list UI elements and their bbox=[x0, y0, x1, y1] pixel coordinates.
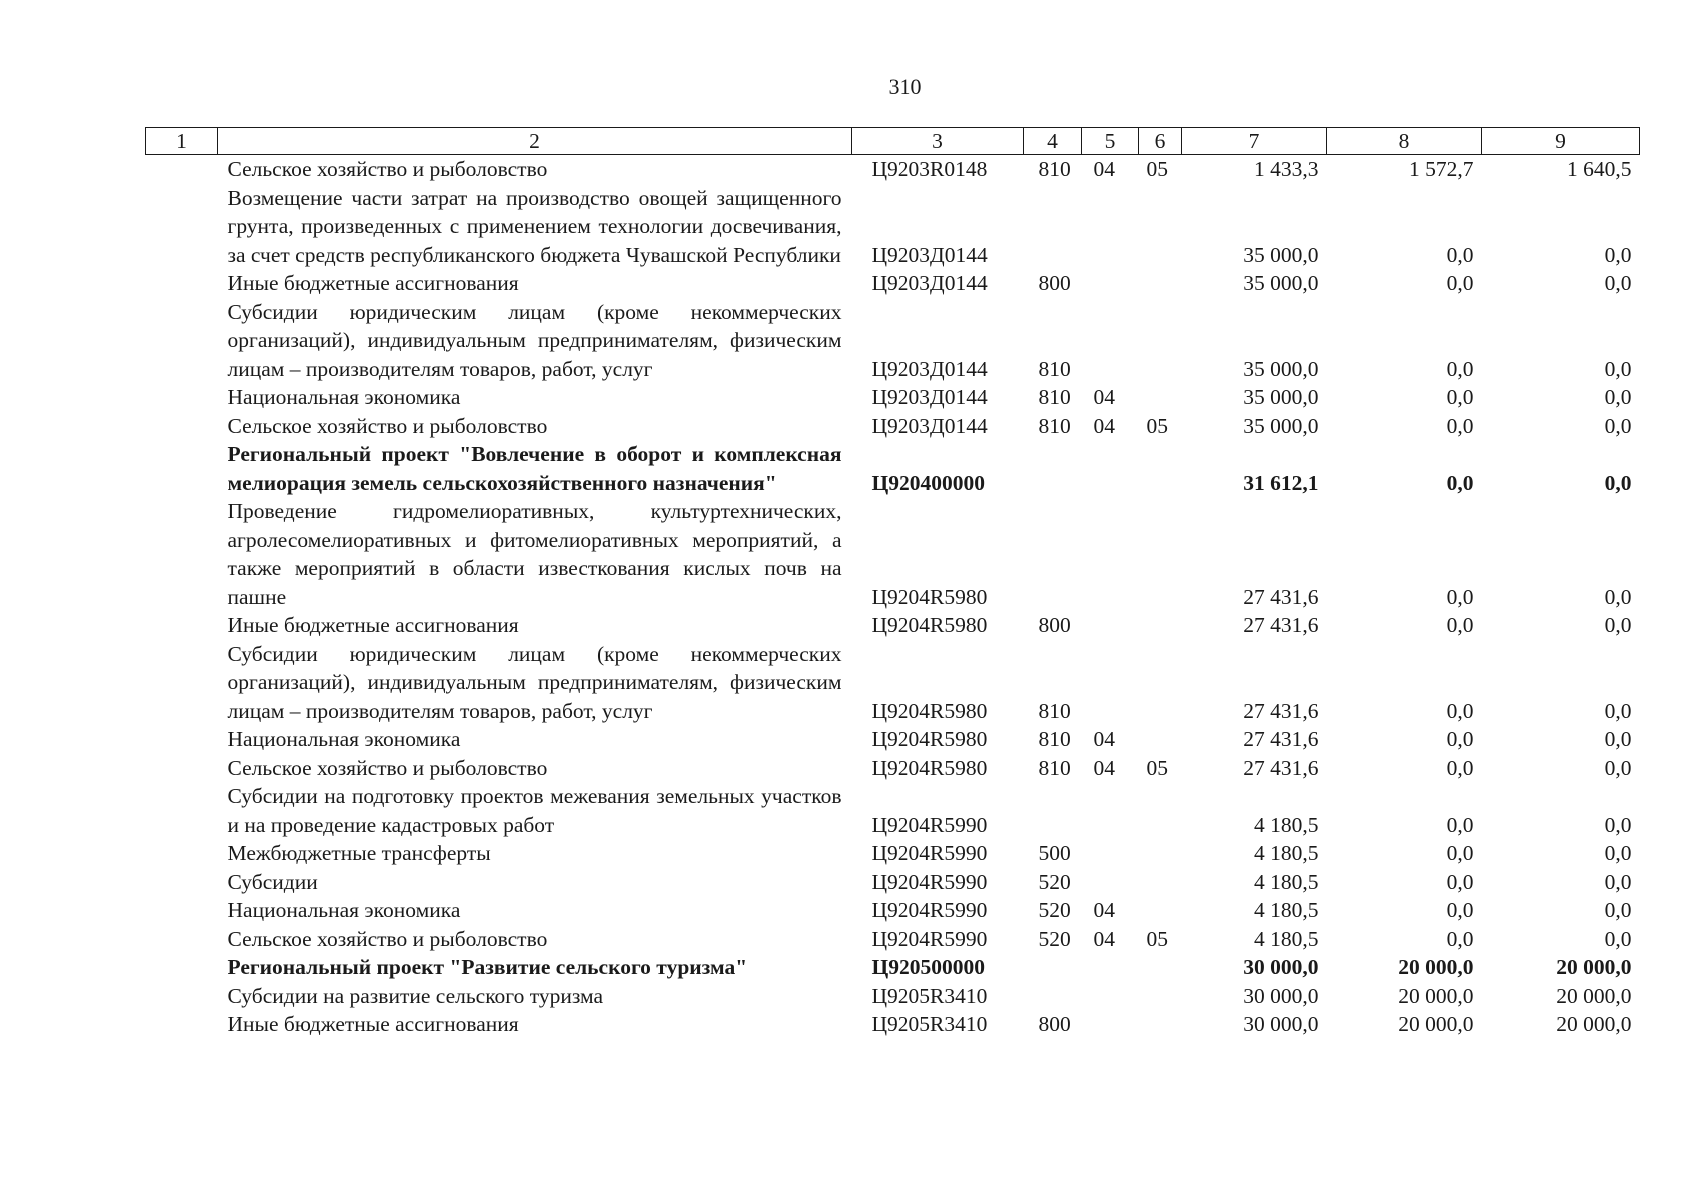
row-name: Национальная экономика bbox=[227, 727, 461, 751]
column-header: 4 bbox=[1024, 128, 1082, 155]
table-row bbox=[146, 982, 1640, 1011]
expense-type-code bbox=[1024, 982, 1082, 1011]
expense-type-code: 800 bbox=[1038, 613, 1071, 637]
table-row bbox=[146, 868, 1640, 897]
amount-column-8: 0,0 bbox=[1446, 413, 1474, 438]
section-code: 04 bbox=[1093, 157, 1115, 181]
row-number-cell bbox=[146, 640, 218, 726]
row-name: Иные бюджетные ассигнования bbox=[227, 271, 519, 295]
amount-column-9: 0,0 bbox=[1604, 727, 1632, 751]
target-article-code: Ц9204R5980 bbox=[871, 613, 988, 637]
row-number-cell bbox=[146, 440, 218, 497]
amount-column-9: 0,0 bbox=[1604, 755, 1632, 780]
amount-column-9: 0,0 bbox=[1604, 926, 1632, 951]
amount-column-7: 27 431,6 bbox=[1243, 698, 1319, 723]
section-code: 04 bbox=[1093, 385, 1115, 409]
row-number-cell bbox=[146, 383, 218, 412]
table-row bbox=[146, 839, 1640, 868]
amount-column-7: 4 180,5 bbox=[1254, 812, 1319, 837]
amount-column-7: 30 000,0 bbox=[1243, 1012, 1319, 1036]
row-number-cell bbox=[146, 269, 218, 298]
row-name: Субсидии на подготовку проектов межевания земельных участков и на проведение кадастровых работ bbox=[227, 784, 842, 837]
row-number-cell bbox=[146, 754, 218, 783]
expense-type-code: 810 bbox=[1038, 157, 1071, 181]
expense-type-code: 500 bbox=[1038, 841, 1071, 865]
row-name: Субсидии юридическим лицам (кроме некоммерческих организаций), индивидуальным предпринимателям, физическим лицам – производителям товаров, работ, услуг bbox=[227, 641, 842, 723]
subsection-code bbox=[1139, 611, 1182, 640]
target-article-code: Ц9204R5990 bbox=[871, 926, 988, 951]
amount-column-9: 20 000,0 bbox=[1556, 1012, 1632, 1036]
column-header: 6 bbox=[1139, 128, 1182, 155]
table-row bbox=[146, 269, 1640, 298]
subsection-code: 05 bbox=[1146, 413, 1168, 438]
table-row bbox=[146, 497, 1640, 611]
table-row bbox=[146, 298, 1640, 384]
expense-type-code: 810 bbox=[1038, 413, 1071, 438]
amount-column-7: 35 000,0 bbox=[1243, 413, 1319, 438]
amount-column-8: 1 572,7 bbox=[1409, 157, 1474, 181]
amount-column-8: 0,0 bbox=[1446, 869, 1474, 894]
section-code: 04 bbox=[1093, 727, 1115, 751]
amount-column-8: 0,0 bbox=[1446, 755, 1474, 780]
expense-type-code: 810 bbox=[1038, 727, 1071, 751]
column-header: 2 bbox=[218, 128, 852, 155]
section-code bbox=[1082, 839, 1139, 868]
amount-column-9: 0,0 bbox=[1604, 613, 1632, 637]
expense-type-code: 800 bbox=[1038, 1012, 1071, 1036]
subsection-code bbox=[1139, 269, 1182, 298]
table-row bbox=[146, 725, 1640, 754]
amount-column-8: 20 000,0 bbox=[1398, 983, 1474, 1008]
section-code: 04 bbox=[1093, 926, 1115, 951]
row-name: Региональный проект "Вовлечение в оборот и комплексная мелиорация земель сельскохозяйственного назначения" bbox=[227, 442, 842, 495]
amount-column-8: 0,0 bbox=[1446, 613, 1474, 637]
amount-column-9: 20 000,0 bbox=[1556, 983, 1632, 1008]
amount-column-7: 31 612,1 bbox=[1243, 470, 1319, 495]
budget-table bbox=[145, 127, 1640, 1039]
amount-column-7: 4 180,5 bbox=[1254, 898, 1319, 922]
amount-column-8: 0,0 bbox=[1446, 242, 1474, 267]
section-code bbox=[1082, 1010, 1139, 1039]
target-article-code: Ц9204R5980 bbox=[871, 584, 988, 609]
amount-column-9: 0,0 bbox=[1604, 841, 1632, 865]
target-article-code: Ц9204R5990 bbox=[871, 841, 988, 865]
amount-column-9: 0,0 bbox=[1604, 356, 1632, 381]
target-article-code: Ц9204R5980 bbox=[871, 755, 988, 780]
section-code bbox=[1082, 611, 1139, 640]
section-code bbox=[1082, 640, 1139, 726]
header-row bbox=[146, 128, 1640, 155]
row-name: Региональный проект "Развитие сельского туризма" bbox=[227, 955, 748, 979]
section-code bbox=[1082, 497, 1139, 611]
amount-column-9: 0,0 bbox=[1604, 271, 1632, 295]
amount-column-8: 0,0 bbox=[1446, 470, 1474, 495]
amount-column-9: 0,0 bbox=[1604, 413, 1632, 438]
table-row bbox=[146, 925, 1640, 954]
expense-type-code: 520 bbox=[1038, 926, 1071, 951]
amount-column-8: 0,0 bbox=[1446, 698, 1474, 723]
amount-column-8: 0,0 bbox=[1446, 385, 1474, 409]
section-code bbox=[1082, 982, 1139, 1011]
amount-column-8: 20 000,0 bbox=[1398, 1012, 1474, 1036]
section-code: 04 bbox=[1093, 898, 1115, 922]
row-name: Сельское хозяйство и рыболовство bbox=[227, 413, 548, 438]
table-row bbox=[146, 440, 1640, 497]
table-row bbox=[146, 1010, 1640, 1039]
column-header: 5 bbox=[1082, 128, 1139, 155]
amount-column-7: 30 000,0 bbox=[1243, 983, 1319, 1008]
target-article-code: Ц9203Д0144 bbox=[871, 242, 988, 267]
expense-type-code: 810 bbox=[1038, 698, 1071, 723]
amount-column-8: 0,0 bbox=[1446, 926, 1474, 951]
column-header: 3 bbox=[852, 128, 1024, 155]
row-number-cell bbox=[146, 1010, 218, 1039]
amount-column-7: 35 000,0 bbox=[1243, 385, 1319, 409]
row-name: Сельское хозяйство и рыболовство bbox=[227, 157, 548, 181]
subsection-code: 05 bbox=[1146, 157, 1168, 181]
row-number-cell bbox=[146, 298, 218, 384]
subsection-code bbox=[1139, 1010, 1182, 1039]
table-row bbox=[146, 896, 1640, 925]
amount-column-9: 0,0 bbox=[1604, 470, 1632, 495]
row-number-cell bbox=[146, 782, 218, 839]
target-article-code: Ц9204R5980 bbox=[871, 698, 988, 723]
amount-column-9: 0,0 bbox=[1604, 584, 1632, 609]
row-name: Сельское хозяйство и рыболовство bbox=[227, 926, 548, 951]
subsection-code bbox=[1139, 383, 1182, 412]
table-row bbox=[146, 953, 1640, 982]
target-article-code: Ц9204R5980 bbox=[871, 727, 988, 751]
section-code: 04 bbox=[1093, 755, 1115, 780]
target-article-code: Ц9203R0148 bbox=[871, 157, 988, 181]
amount-column-9: 0,0 bbox=[1604, 385, 1632, 409]
amount-column-8: 0,0 bbox=[1446, 727, 1474, 751]
amount-column-8: 0,0 bbox=[1446, 841, 1474, 865]
amount-column-9: 0,0 bbox=[1604, 242, 1632, 267]
section-code bbox=[1082, 184, 1139, 270]
row-number-cell bbox=[146, 896, 218, 925]
section-code bbox=[1082, 868, 1139, 897]
target-article-code: Ц9205R3410 bbox=[871, 983, 988, 1008]
table-row bbox=[146, 383, 1640, 412]
row-name: Национальная экономика bbox=[227, 898, 461, 922]
target-article-code: Ц920500000 bbox=[871, 955, 985, 979]
expense-type-code: 520 bbox=[1038, 869, 1071, 894]
target-article-code: Ц9203Д0144 bbox=[871, 385, 988, 409]
row-name: Возмещение части затрат на производство овощей защищенного грунта, произведенных с применением технологии досвечивания, за счет средств республиканского бюджета Чувашской Республики bbox=[227, 185, 842, 267]
amount-column-8: 0,0 bbox=[1446, 812, 1474, 837]
amount-column-7: 27 431,6 bbox=[1243, 613, 1319, 637]
row-number-cell bbox=[146, 611, 218, 640]
column-header: 7 bbox=[1182, 128, 1327, 155]
row-name: Межбюджетные трансферты bbox=[227, 841, 491, 865]
row-name: Национальная экономика bbox=[227, 385, 461, 409]
amount-column-9: 1 640,5 bbox=[1567, 157, 1632, 181]
subsection-code bbox=[1139, 782, 1182, 839]
subsection-code: 05 bbox=[1146, 755, 1168, 780]
amount-column-7: 4 180,5 bbox=[1254, 926, 1319, 951]
row-number-cell bbox=[146, 184, 218, 270]
table-row bbox=[146, 155, 1640, 184]
row-name: Сельское хозяйство и рыболовство bbox=[227, 755, 548, 780]
column-header: 1 bbox=[146, 128, 218, 155]
row-number-cell bbox=[146, 497, 218, 611]
expense-type-code: 810 bbox=[1038, 385, 1071, 409]
amount-column-9: 0,0 bbox=[1604, 898, 1632, 922]
amount-column-8: 0,0 bbox=[1446, 271, 1474, 295]
amount-column-7: 27 431,6 bbox=[1243, 584, 1319, 609]
expense-type-code bbox=[1024, 782, 1082, 839]
expense-type-code: 800 bbox=[1038, 271, 1071, 295]
subsection-code bbox=[1139, 184, 1182, 270]
section-code bbox=[1082, 269, 1139, 298]
row-name: Иные бюджетные ассигнования bbox=[227, 1012, 519, 1036]
target-article-code: Ц9204R5990 bbox=[871, 869, 988, 894]
amount-column-7: 35 000,0 bbox=[1243, 356, 1319, 381]
section-code bbox=[1082, 298, 1139, 384]
row-number-cell bbox=[146, 839, 218, 868]
target-article-code: Ц9203Д0144 bbox=[871, 413, 988, 438]
section-code bbox=[1082, 953, 1139, 982]
amount-column-7: 27 431,6 bbox=[1243, 755, 1319, 780]
row-name: Субсидии на развитие сельского туризма bbox=[227, 983, 604, 1008]
table-row bbox=[146, 782, 1640, 839]
section-code bbox=[1082, 440, 1139, 497]
expense-type-code bbox=[1024, 184, 1082, 270]
subsection-code bbox=[1139, 440, 1182, 497]
page-number: 310 bbox=[888, 74, 922, 99]
amount-column-7: 30 000,0 bbox=[1243, 955, 1319, 979]
subsection-code bbox=[1139, 982, 1182, 1011]
amount-column-8: 0,0 bbox=[1446, 898, 1474, 922]
target-article-code: Ц9203Д0144 bbox=[871, 271, 988, 295]
amount-column-7: 35 000,0 bbox=[1243, 242, 1319, 267]
amount-column-7: 35 000,0 bbox=[1243, 271, 1319, 295]
row-number-cell bbox=[146, 953, 218, 982]
row-number-cell bbox=[146, 868, 218, 897]
row-name: Иные бюджетные ассигнования bbox=[227, 613, 519, 637]
amount-column-7: 27 431,6 bbox=[1243, 727, 1319, 751]
expense-type-code: 810 bbox=[1038, 755, 1071, 780]
table-row bbox=[146, 184, 1640, 270]
amount-column-9: 0,0 bbox=[1604, 812, 1632, 837]
subsection-code bbox=[1139, 839, 1182, 868]
amount-column-9: 20 000,0 bbox=[1556, 955, 1632, 979]
target-article-code: Ц920400000 bbox=[871, 470, 985, 495]
table-row bbox=[146, 640, 1640, 726]
expense-type-code bbox=[1024, 440, 1082, 497]
section-code: 04 bbox=[1093, 413, 1115, 438]
row-number-cell bbox=[146, 982, 218, 1011]
subsection-code bbox=[1139, 298, 1182, 384]
row-number-cell bbox=[146, 155, 218, 184]
target-article-code: Ц9204R5990 bbox=[871, 898, 988, 922]
subsection-code bbox=[1139, 497, 1182, 611]
row-number-cell bbox=[146, 412, 218, 441]
amount-column-7: 4 180,5 bbox=[1254, 841, 1319, 865]
table-body bbox=[146, 155, 1640, 1039]
section-code bbox=[1082, 782, 1139, 839]
row-number-cell bbox=[146, 925, 218, 954]
table-row bbox=[146, 412, 1640, 441]
expense-type-code: 810 bbox=[1038, 356, 1071, 381]
amount-column-9: 0,0 bbox=[1604, 698, 1632, 723]
subsection-code bbox=[1139, 896, 1182, 925]
expense-type-code bbox=[1024, 497, 1082, 611]
subsection-code bbox=[1139, 640, 1182, 726]
amount-column-8: 0,0 bbox=[1446, 584, 1474, 609]
row-name: Субсидии юридическим лицам (кроме некоммерческих организаций), индивидуальным предпринимателям, физическим лицам – производителям товаров, работ, услуг bbox=[227, 299, 842, 381]
row-number-cell bbox=[146, 725, 218, 754]
row-name: Проведение гидромелиоративных, культуртехнических, агролесомелиоративных и фитомелиоративных мероприятий, а также мероприятий в области известкования кислых почв на пашне bbox=[227, 499, 842, 609]
target-article-code: Ц9205R3410 bbox=[871, 1012, 988, 1036]
row-name: Субсидии bbox=[227, 869, 318, 894]
target-article-code: Ц9204R5990 bbox=[871, 812, 988, 837]
subsection-code bbox=[1139, 868, 1182, 897]
amount-column-8: 0,0 bbox=[1446, 356, 1474, 381]
subsection-code bbox=[1139, 725, 1182, 754]
amount-column-8: 20 000,0 bbox=[1398, 955, 1474, 979]
target-article-code: Ц9203Д0144 bbox=[871, 356, 988, 381]
amount-column-7: 1 433,3 bbox=[1254, 157, 1319, 181]
amount-column-7: 4 180,5 bbox=[1254, 869, 1319, 894]
amount-column-9: 0,0 bbox=[1604, 869, 1632, 894]
subsection-code bbox=[1139, 953, 1182, 982]
expense-type-code bbox=[1024, 953, 1082, 982]
table-row bbox=[146, 754, 1640, 783]
expense-type-code: 520 bbox=[1038, 898, 1071, 922]
column-header: 8 bbox=[1327, 128, 1482, 155]
column-header: 9 bbox=[1482, 128, 1640, 155]
table-row bbox=[146, 611, 1640, 640]
subsection-code: 05 bbox=[1146, 926, 1168, 951]
